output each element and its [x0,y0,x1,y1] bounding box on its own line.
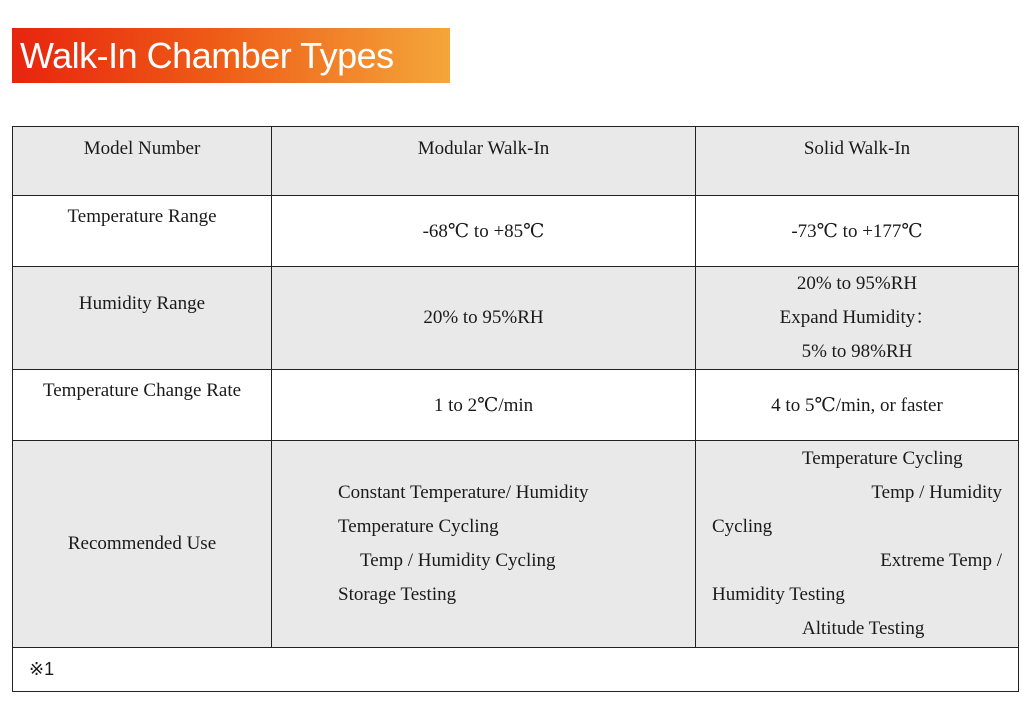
cell-value: 4 to 5℃/min, or faster [771,394,943,416]
row-label: Recommended Use [67,533,217,554]
cell-line: Altitude Testing [802,618,925,639]
table-footnote-row [13,648,1019,692]
row-label-cell [13,370,272,441]
header-cell [272,127,696,196]
header-cell [696,127,1019,196]
table-cell [272,370,696,441]
chamber-types-table [12,126,1019,692]
cell-line: Temperature Cycling [338,516,499,537]
page-title-banner [12,28,450,83]
table-row [13,370,1019,441]
cell-line: Storage Testing [338,584,457,605]
cell-line: Constant Temperature/ Humidity [338,482,589,503]
table-row [13,196,1019,267]
page-title: Walk-In Chamber Types [20,34,394,76]
row-label: Temperature Change Rate [42,380,242,401]
cell-line: Cycling [712,516,773,537]
cell-line: 5% to 98%RH [801,341,913,362]
table-cell [696,370,1019,441]
header-modular-walk-in: Modular Walk-In [417,138,550,159]
table-cell [696,196,1019,267]
table-cell [272,196,696,267]
cell-value: 20% to 95%RH [423,307,544,328]
cell-value: -68℃ to +85℃ [422,220,545,242]
cell-line: Temp / Humidity [871,482,1002,503]
header-cell [13,127,272,196]
row-label: Temperature Range [67,206,217,227]
footnote: ※1 [13,648,1019,692]
cell-line: Humidity Testing [712,584,845,605]
table-cell [272,267,696,370]
cell-line: Expand Humidity： [779,307,935,328]
cell-value: 1 to 2℃/min [433,394,534,416]
cell-line: Temp / Humidity Cycling [360,550,556,571]
cell-value: -73℃ to +177℃ [791,220,923,242]
table-cell [272,441,696,648]
table-row [13,441,1019,648]
cell-line: Temperature Cycling [802,448,963,469]
table-header-row [13,127,1019,196]
cell-line: Extreme Temp / [880,550,1002,571]
row-label-cell [13,267,272,370]
row-label-cell [13,196,272,267]
cell-line: 20% to 95%RH [796,273,918,294]
row-label-cell [13,441,272,648]
table-cell [696,441,1019,648]
table-cell [696,267,1019,370]
header-model-number: Model Number [83,138,201,159]
table-row [13,267,1019,370]
row-label: Humidity Range [78,293,206,314]
header-solid-walk-in: Solid Walk-In [803,138,911,159]
